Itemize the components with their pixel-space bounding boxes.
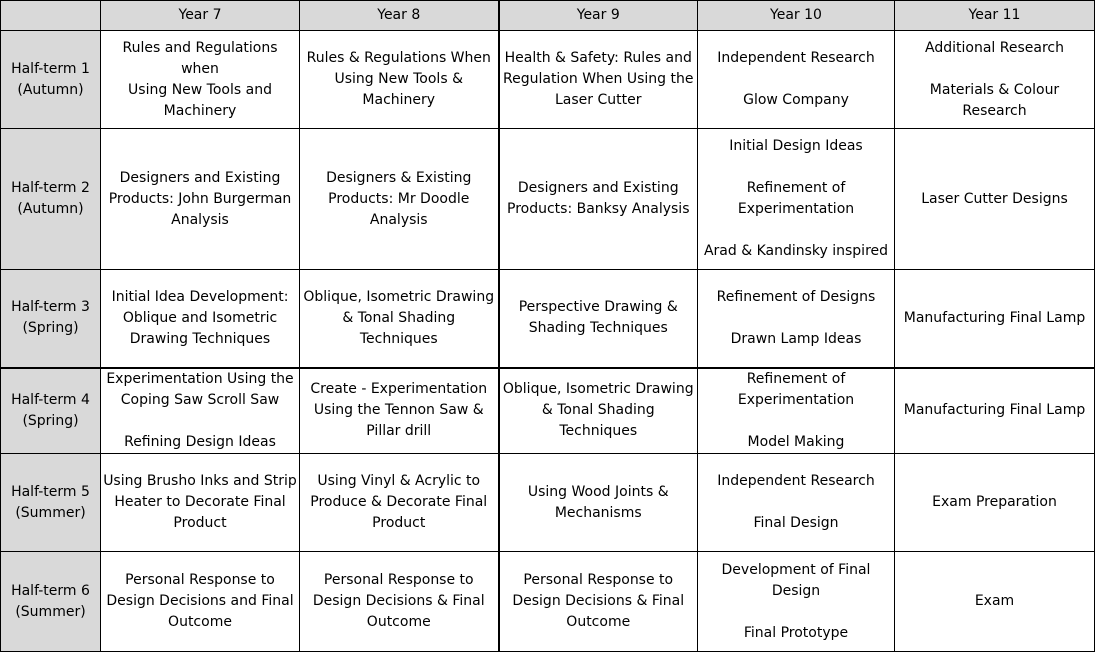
cell-year-8 [300,368,499,454]
cell-year-11 [895,368,1095,454]
cell-line [700,492,892,513]
cell-line [700,602,892,623]
cell-line: Create - Experimentation [310,381,488,398]
cell-line: Refinement of Designs [716,288,876,305]
cell-line: Drawn Lamp Ideas [730,330,862,347]
cell-year-8 [300,31,499,129]
cell-line: Produce & Decorate Final [310,494,488,510]
cell-line: Exam Preparation [932,494,1057,510]
cell-year-9 [499,270,698,368]
cell-year-11 [895,552,1095,652]
header-year-8: Year 8 [300,1,499,31]
cell-line: & Tonal Shading [342,309,456,326]
cell-line: Health & Safety: Rules and [504,50,692,66]
cell-year-8 [300,552,499,652]
term-label-line: Half-term 3 [11,299,90,316]
cell-line: Personal Response to [323,572,474,588]
cell-line: Research [962,102,1027,119]
cell-line: Machinery [163,102,237,119]
term-label [1,368,101,454]
cell-line: Products: Banksy Analysis [507,201,690,217]
cell-line: Heater to Decorate Final [114,494,286,510]
table-row [1,31,1095,129]
cell-line: Machinery [362,92,436,108]
cell-line: Experimentation [737,391,855,408]
term-label-line: Half-term 6 [11,582,90,599]
cell-line: Rules and Regulations when [122,39,278,77]
cell-line [700,411,892,432]
cell-line: Arad & Kandinsky inspired [703,243,889,259]
cell-line [700,157,892,178]
term-label-line: (Autumn) [17,201,84,217]
header-year-10: Year 10 [698,1,895,31]
cell-line: Rules & Regulations When [306,50,491,66]
cell-line: Outcome [366,614,431,630]
cell-line: & Tonal Shading [541,402,655,419]
cell-line [897,59,1092,80]
cell-line: Final Prototype [743,624,849,641]
cell-year-7 [101,270,300,368]
cell-line: Personal Response to [523,572,674,588]
cell-line: Design Decisions and Final [106,593,294,609]
cell-line: Designers & Existing [326,169,472,186]
cell-year-11 [895,270,1095,368]
cell-year-8 [300,454,499,552]
cell-year-7 [101,31,300,129]
cell-line: Using Wood Joints & [527,483,669,500]
cell-line: Refining Design Ideas [124,433,276,450]
cell-line: Using Vinyl & Acrylic to [317,473,481,489]
cell-year-11 [895,454,1095,552]
cell-line: Product [372,515,426,531]
cell-line: Outcome [168,614,232,630]
cell-line: Mechanisms [554,504,642,521]
table-row [1,368,1095,454]
cell-year-10 [698,552,895,652]
term-label-line: Half-term 1 [11,60,90,77]
term-label [1,270,101,368]
cell-line: Manufacturing Final Lamp [903,402,1086,419]
cell-year-10 [698,31,895,129]
cell-line: Design Decisions & Final [512,593,685,609]
cell-year-9 [499,552,698,652]
cell-line: Design [771,582,821,599]
header-year-11: Year 11 [895,1,1095,31]
cell-line: Refinement of [746,180,846,196]
cell-year-9 [499,31,698,129]
table-row [1,270,1095,368]
cell-line: Model Making [747,433,845,450]
term-label-line: Half-term 2 [11,180,90,196]
cell-line: Materials & Colour [929,81,1060,98]
cell-line: Initial Design Ideas [729,138,863,154]
cell-year-7 [101,454,300,552]
cell-line: Development of Final [721,561,871,578]
cell-line: Exam [974,593,1015,609]
term-label-line: (Summer) [15,504,86,521]
term-label-line: Half-term 5 [11,483,90,500]
cell-line: Refinement of [746,370,846,387]
cell-year-8 [300,270,499,368]
cell-year-11 [895,129,1095,270]
cell-year-10 [698,454,895,552]
cell-line: Designers and Existing [119,169,281,186]
cell-line: Outcome [566,614,631,630]
cell-year-11 [895,31,1095,129]
cell-line: Using New Tools and [128,81,272,98]
term-label-line: (Spring) [22,320,79,337]
cell-line: Coping Saw Scroll Saw [120,391,280,408]
cell-line: Using Brusho Inks and Strip [103,473,297,489]
cell-line: Product [173,515,227,531]
cell-line: Laser Cutter [555,92,642,108]
cell-year-9 [499,129,698,270]
term-label-line: (Spring) [22,412,79,429]
cell-line: Laser Cutter Designs [921,190,1068,207]
cell-line: Personal Response to [125,572,275,588]
cell-year-9 [499,454,698,552]
cell-year-7 [101,368,300,454]
cell-line: Perspective Drawing & [518,299,678,316]
corner-cell [1,1,101,31]
cell-year-10 [698,129,895,270]
cell-line: Experimentation Using the [106,370,294,387]
cell-line: Regulation When Using the [503,71,694,87]
table-row [1,454,1095,552]
cell-line [700,308,892,329]
cell-line: Shading Techniques [528,320,668,337]
header-year-9: Year 9 [499,1,698,31]
cell-line: Additional Research [925,39,1064,56]
cell-year-7 [101,129,300,270]
term-label-line: Half-term 4 [11,391,90,408]
term-label [1,454,101,552]
cell-line: Initial Idea Development: [111,288,289,305]
cell-year-10 [698,368,895,454]
cell-year-9 [499,368,698,454]
term-label [1,31,101,129]
cell-line: Products: Mr Doodle [328,190,470,207]
term-label [1,552,101,652]
cell-line: Using New Tools & [334,71,463,87]
cell-line [103,411,297,432]
cell-line: Analysis [369,211,428,228]
cell-line: Drawing Techniques [129,330,271,347]
cell-line: Manufacturing Final Lamp [903,309,1086,326]
cell-line: Pillar drill [366,423,432,440]
cell-line: Independent Research [717,473,875,489]
cell-line: Independent Research [717,50,875,66]
cell-line: Techniques [559,423,638,440]
cell-line: Techniques [359,330,438,347]
cell-line [700,69,892,90]
header-year-7: Year 7 [101,1,300,31]
cell-year-8 [300,129,499,270]
cell-line: Oblique, Isometric Drawing [303,288,495,305]
cell-line: Glow Company [743,92,849,108]
cell-line: Designers and Existing [517,180,679,196]
cell-line: Oblique and Isometric [122,309,278,326]
cell-line: Analysis [171,211,229,228]
table-row [1,129,1095,270]
cell-year-10 [698,270,895,368]
table-row [1,552,1095,652]
term-label [1,129,101,270]
cell-line: Final Design [753,515,839,531]
term-label-line: (Summer) [15,603,86,620]
cell-line: Design Decisions & Final [312,593,485,609]
cell-line: Using the Tennon Saw & [313,402,484,419]
cell-line: Products: John Burgerman [108,190,292,207]
term-label-line: (Autumn) [17,81,84,98]
header-row [1,1,1095,31]
cell-year-7 [101,552,300,652]
cell-line: Oblique, Isometric Drawing [502,381,694,398]
cell-line [700,220,892,241]
cell-line: Experimentation [737,201,855,217]
